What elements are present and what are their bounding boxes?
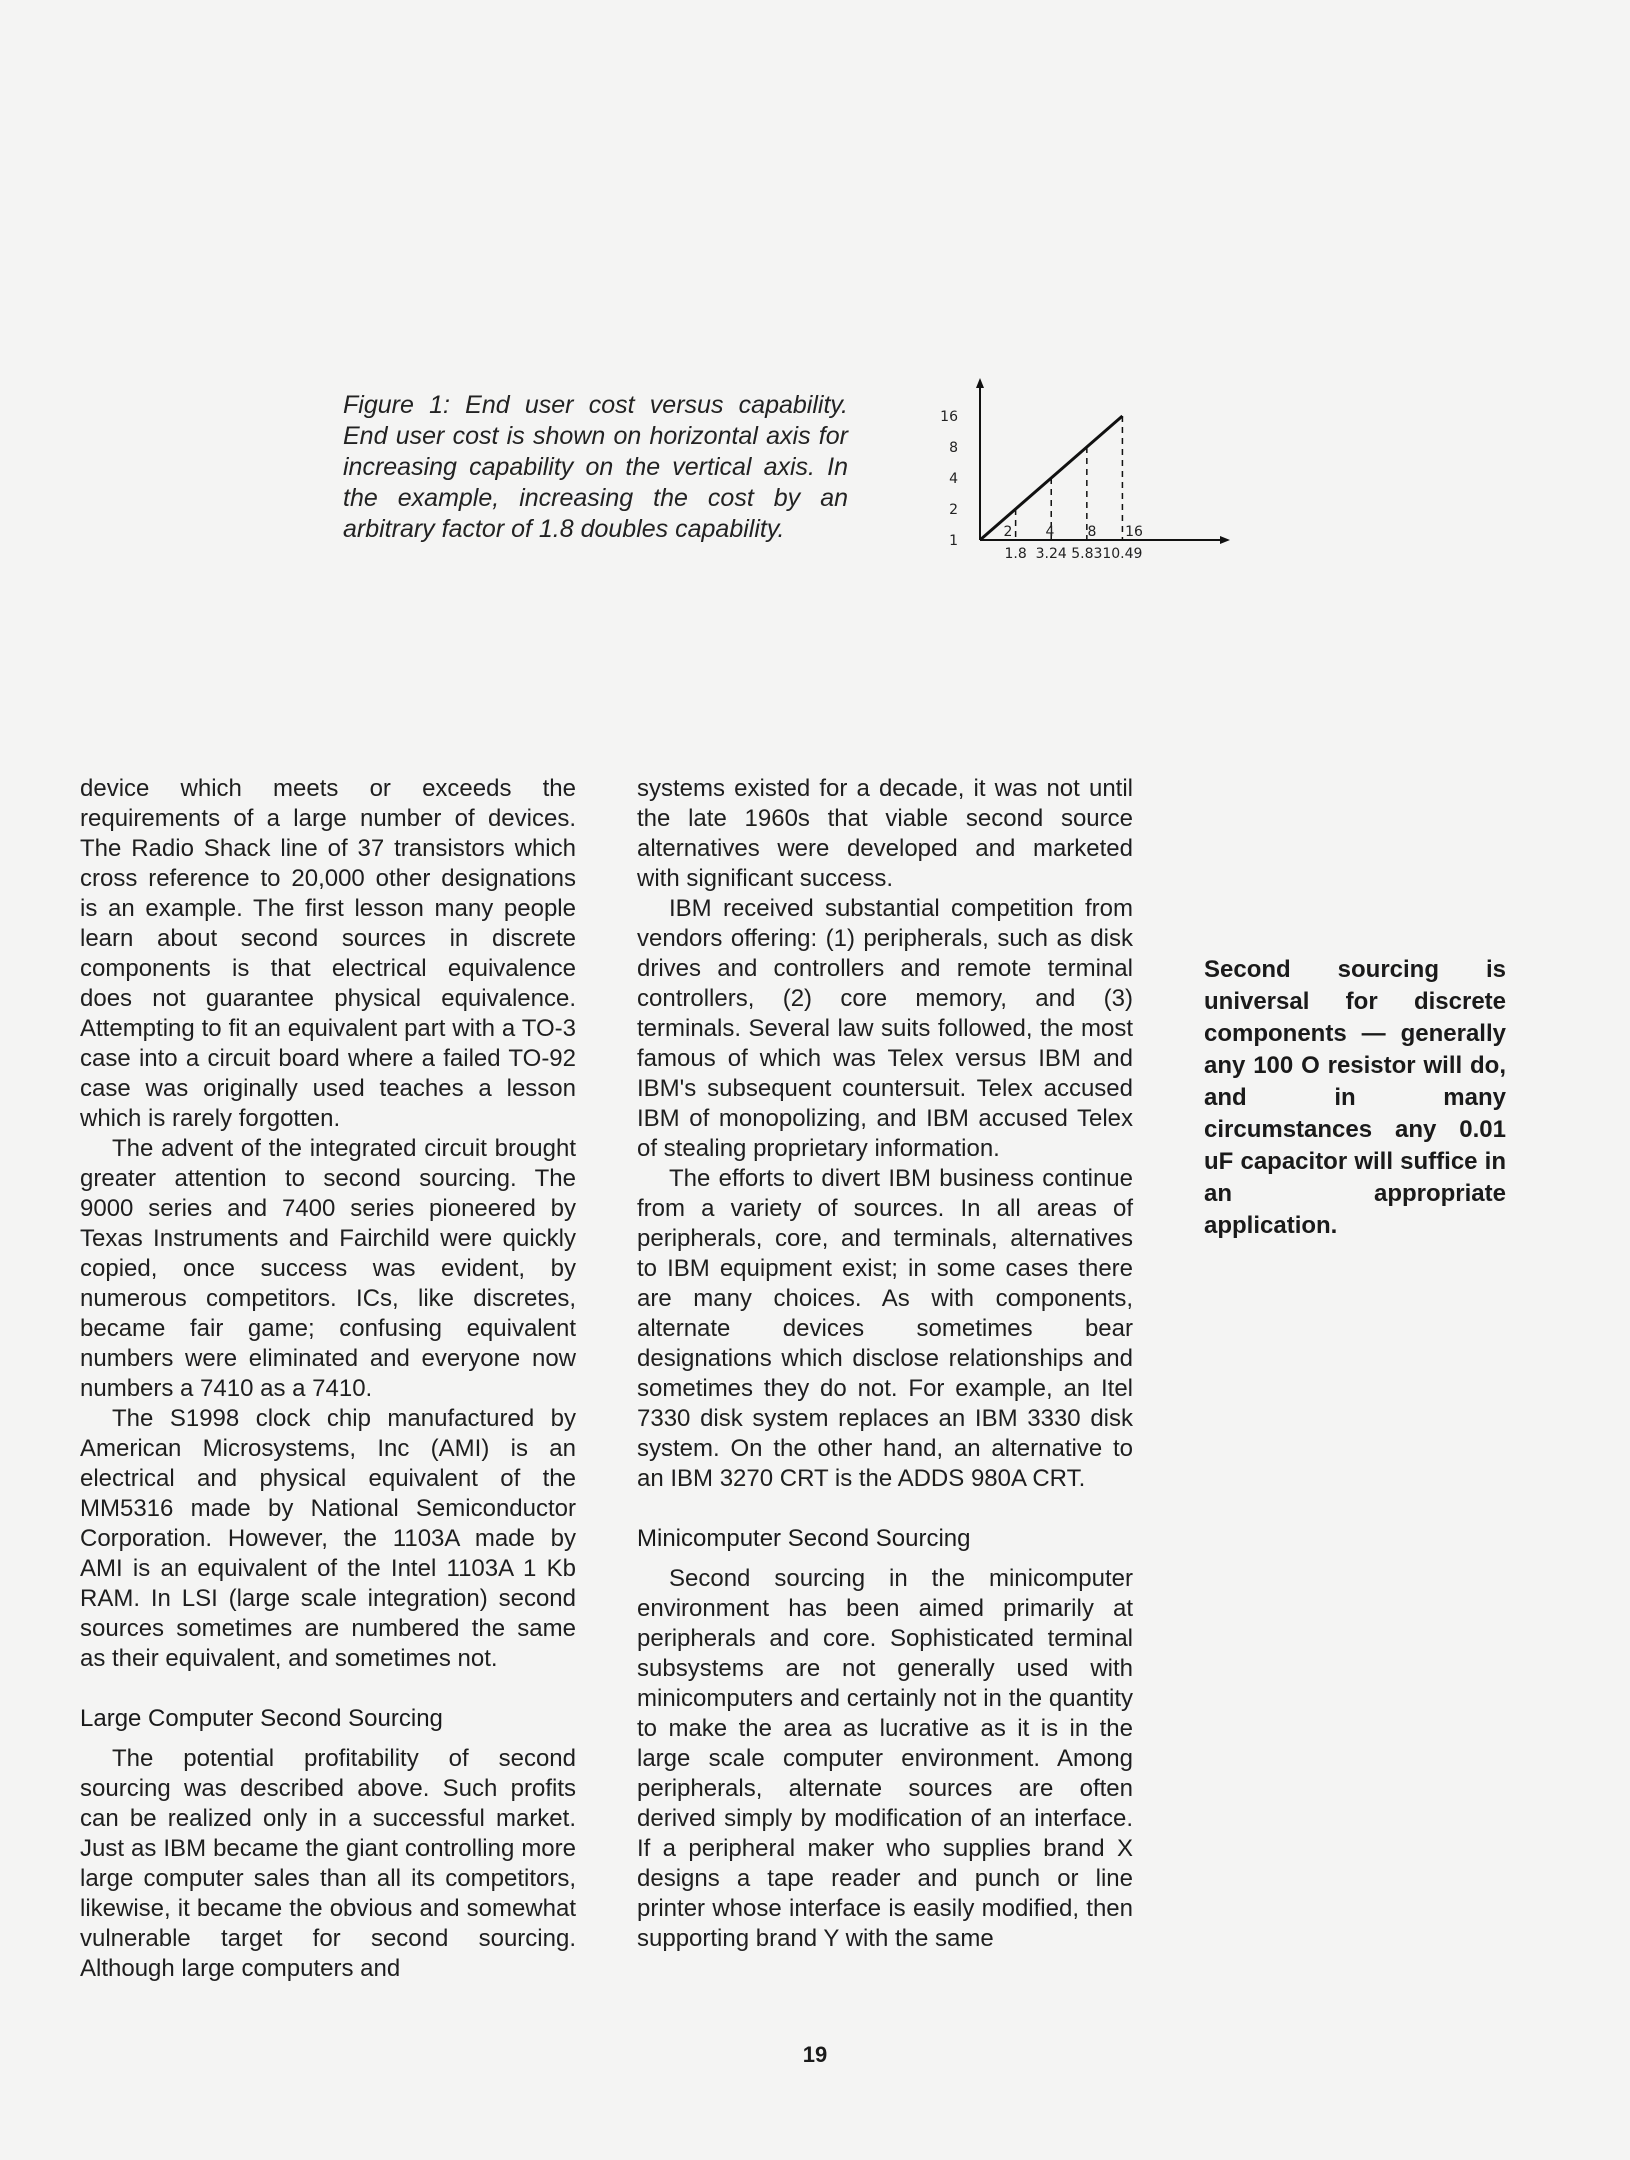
x-tick-bottom-1.8: 1.8 [1004, 546, 1027, 562]
left-column [80, 774, 576, 1984]
y-tick-label-16: 16 [940, 409, 958, 425]
x-tick-top-2: 2 [1003, 524, 1013, 540]
x-tick-top-8: 8 [1087, 524, 1097, 540]
page-number: 19 [802, 2042, 828, 2067]
left-paragraph-1: device which meets or exceeds the requirements of a large number of devices. The Radio Shack line of 37 transistors which cross reference to 20,000 other designations is an example. The first lesson many people learn about second sources in discrete components is that electrical equivalence does not guarantee physical equivalence. Attempting to fit an equivalent part with a TO-3 case into a circuit board where a failed TO-92 case was originally used teaches a lesson which is rarely forgotten. [80, 775, 576, 1132]
right-paragraph-4: Second sourcing in the minicomputer environment has been aimed primarily at peripherals and core. Sophisticated terminal subsystems are not generally used with minicomputers and certainly not in the quantity to make the area as lucrative as it is in the large scale computer environment. Among peripherals, alternate sources are often derived simply by modification of an interface. If a peripheral maker who supplies brand X designs a tape reader and punch or line printer whose interface is easily modified, then supporting brand Y with the same [637, 1565, 1133, 1952]
figure-graph [940, 370, 1240, 570]
y-tick-label-1: 1 [949, 533, 958, 549]
y-axis-arrow [976, 378, 984, 388]
right-section-heading: Minicomputer Second Sourcing [637, 1525, 971, 1552]
figure-caption: Figure 1: End user cost versus capability. End user cost is shown on horizontal axis for increasing capability on the vertical axis. In the example, increasing the cost by an arbitrary factor of 1.8 doubles capability. [343, 391, 848, 543]
x-tick-top-16: 16 [1125, 524, 1143, 540]
x-axis-arrow [1220, 536, 1230, 544]
y-tick-label-2: 2 [949, 502, 958, 518]
left-section-heading: Large Computer Second Sourcing [80, 1705, 443, 1732]
right-paragraph-3: The efforts to divert IBM business continue from a variety of sources. In all areas of peripherals, core, and terminals, alternatives to IBM equipment exist; in some cases there are many choices. As with components, alternate devices sometimes bear designations which disclose relationships and sometimes they do not. For example, an Itel 7330 disk system replaces an IBM 3330 disk system. On the other hand, an alternative to an IBM 3270 CRT is the ADDS 980A CRT. [637, 1165, 1133, 1492]
left-paragraph-4: The potential profitability of second sourcing was described above. Such profits can be realized only in a successful market. Just as IBM became the giant controlling more large computer sales than all its competitors, likewise, it became the obvious and somewhat vulnerable target for second sourcing. Although large computers and [80, 1745, 576, 1982]
x-tick-bottom-3.24: 3.24 [1035, 546, 1067, 562]
y-tick-label-4: 4 [949, 471, 958, 487]
y-tick-label-8: 8 [949, 440, 958, 456]
left-paragraph-2: The advent of the integrated circuit brought greater attention to second sourcing. The 9000 series and 7400 series pioneered by Texas Instruments and Fairchild were quickly copied, once success was evident, by numerous competitors. ICs, like discretes, became fair game; confusing equivalent numbers were eliminated and everyone now numbers a 7410 as a 7410. [80, 1135, 576, 1402]
right-column [637, 774, 1133, 1954]
right-paragraph-1: systems existed for a decade, it was not until the late 1960s that viable second source alternatives were developed and marketed with significant success. [637, 775, 1133, 892]
right-paragraph-2: IBM received substantial competition from vendors offering: (1) peripherals, such as disk drives and controllers and remote terminal controllers, (2) core memory, and (3) terminals. Several law suits followed, the most famous of which was Telex versus IBM and IBM's subsequent countersuit. Telex accused IBM of monopolizing, and IBM accused Telex of stealing proprietary information. [637, 895, 1133, 1162]
graph-axes [976, 378, 1230, 544]
x-tick-bottom-10.49: 10.49 [1102, 546, 1143, 562]
left-paragraph-3: The S1998 clock chip manufactured by American Microsystems, Inc (AMI) is an electrical and physical equivalent of the MM5316 made by National Semiconductor Corporation. However, the 1103A made by AMI is an equivalent of the Intel 1103A 1 Kb RAM. In LSI (large scale integration) second sources sometimes are numbered the same as their equivalent, and sometimes not. [80, 1405, 576, 1672]
sidebar-pull-quote: Second sourcing is universal for discrete components — generally any 100 O resistor will do, and in many circumstances any 0.01 uF capacitor will suffice in an appropriate application. [1204, 956, 1506, 1239]
x-tick-bottom-5.83: 5.83 [1071, 546, 1103, 562]
x-tick-top-4: 4 [1045, 524, 1055, 540]
